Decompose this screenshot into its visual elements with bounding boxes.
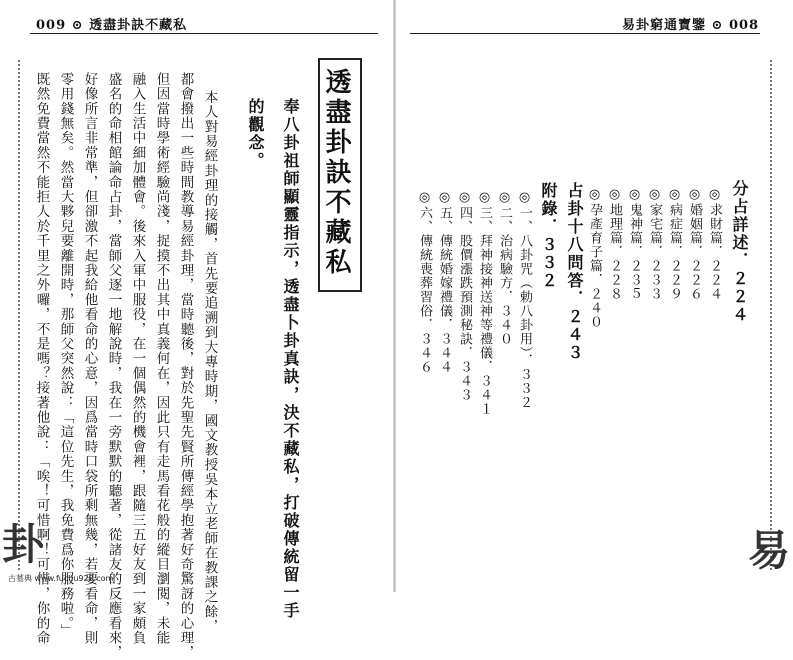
- toc-entry-7: ◎地理篇．２２８: [607, 187, 622, 301]
- toc-entry-9: 占卦十八問答．２４３: [565, 182, 584, 362]
- toc-entry-13: ◎三、拜神接神送神等禮儀．３４１: [477, 190, 492, 416]
- toc-entry-5: ◎家宅篇．２３３: [647, 187, 662, 301]
- body-line-3: 但因當時學術經驗尚淺，捉摸不出其中真義何在，因此只有走馬看花般的縱目瀏閱，未能: [153, 72, 170, 646]
- toc-entry-6: ◎鬼神篇．２３５: [627, 187, 642, 301]
- right-header-rule: [410, 33, 760, 34]
- right-page-header: 易卦窮通寶鑒 ⊙ 008: [622, 18, 760, 33]
- body-line-8: 既然免費當然不能拒人於千里之外囉，不是嗎？接著他說：「唉！可惜啊！可惜，你的命: [33, 72, 50, 646]
- left-page-header: 009 ⊙ 透盡卦訣不藏私: [36, 18, 188, 33]
- body-line-5: 盛名的命相館論命占卦，當師父逐一地解說時，我在一旁默默的聽著，從諸友的反應看來，: [105, 72, 122, 660]
- body-line-6: 好像所言非常準，但卻激不起我給他看命的心意，因爲當時口袋所剩無幾，若要看命，則: [81, 72, 98, 646]
- toc-entry-12: ◎二、治病驗方．３４０: [497, 190, 512, 346]
- subtitle-line-2: 的觀念。: [246, 98, 265, 170]
- toc-entry-14: ◎四、股價漲跌預測秘訣．３４３: [457, 190, 472, 402]
- toc-entry-15: ◎五、傳統婚嫁禮儀．３４４: [437, 190, 452, 374]
- toc-entry-8: ◎孕產育子篇．２４０: [587, 187, 602, 329]
- right-margin-dotted-line: [770, 60, 772, 570]
- chapter-title: 透盡卦訣不藏私: [321, 68, 351, 278]
- body-line-2: 都會撥出一些時間教導易經卦理，當時聽後，對於先聖先賢所傳經學抱著好奇驚訝的心理，: [177, 72, 194, 660]
- body-line-1: 本人對易經卦理的接觸，首先要追溯到大專時期，國文教授吳本立老師在教課之餘，: [201, 90, 218, 634]
- toc-entry-11: ◎一、八卦咒（勅八卦用）．３３２: [517, 190, 532, 410]
- left-margin-dotted-line: [18, 60, 20, 570]
- toc-entry-16: ◎六、傳統喪葬習俗．３４６: [417, 190, 432, 374]
- toc-entry-10: 附錄．３３２: [539, 182, 558, 290]
- left-header-rule: [30, 33, 378, 34]
- page-footer-source: 古墓典 www.fuchu920.com: [8, 574, 114, 583]
- book-gutter: [393, 0, 396, 592]
- toc-entry-2: ◎求財篇．２２４: [707, 187, 722, 301]
- side-tab-yi-glyph: 易: [748, 526, 791, 575]
- toc-entry-3: ◎婚姻篇．２２６: [687, 187, 702, 301]
- body-line-4: 融入生活中細加體會。後來入軍中服役，在一個偶然的機會裡，跟隨三五好友到一家頗負: [129, 72, 146, 646]
- body-line-7: 零用錢無矣。然當大夥兒要離開時，那師父突然說：「這位先生，我免費爲你服務啦。」: [57, 72, 74, 639]
- toc-entry-1: 分占詳述．２２４: [730, 180, 749, 324]
- subtitle-line-1: 奉八卦祖師顯靈指示，透盡卜卦真訣，決不藏私，打破傳統留一手: [281, 98, 300, 620]
- side-tab-gua-glyph: 卦: [2, 520, 45, 569]
- toc-entry-4: ◎病症篇．２２９: [667, 187, 682, 301]
